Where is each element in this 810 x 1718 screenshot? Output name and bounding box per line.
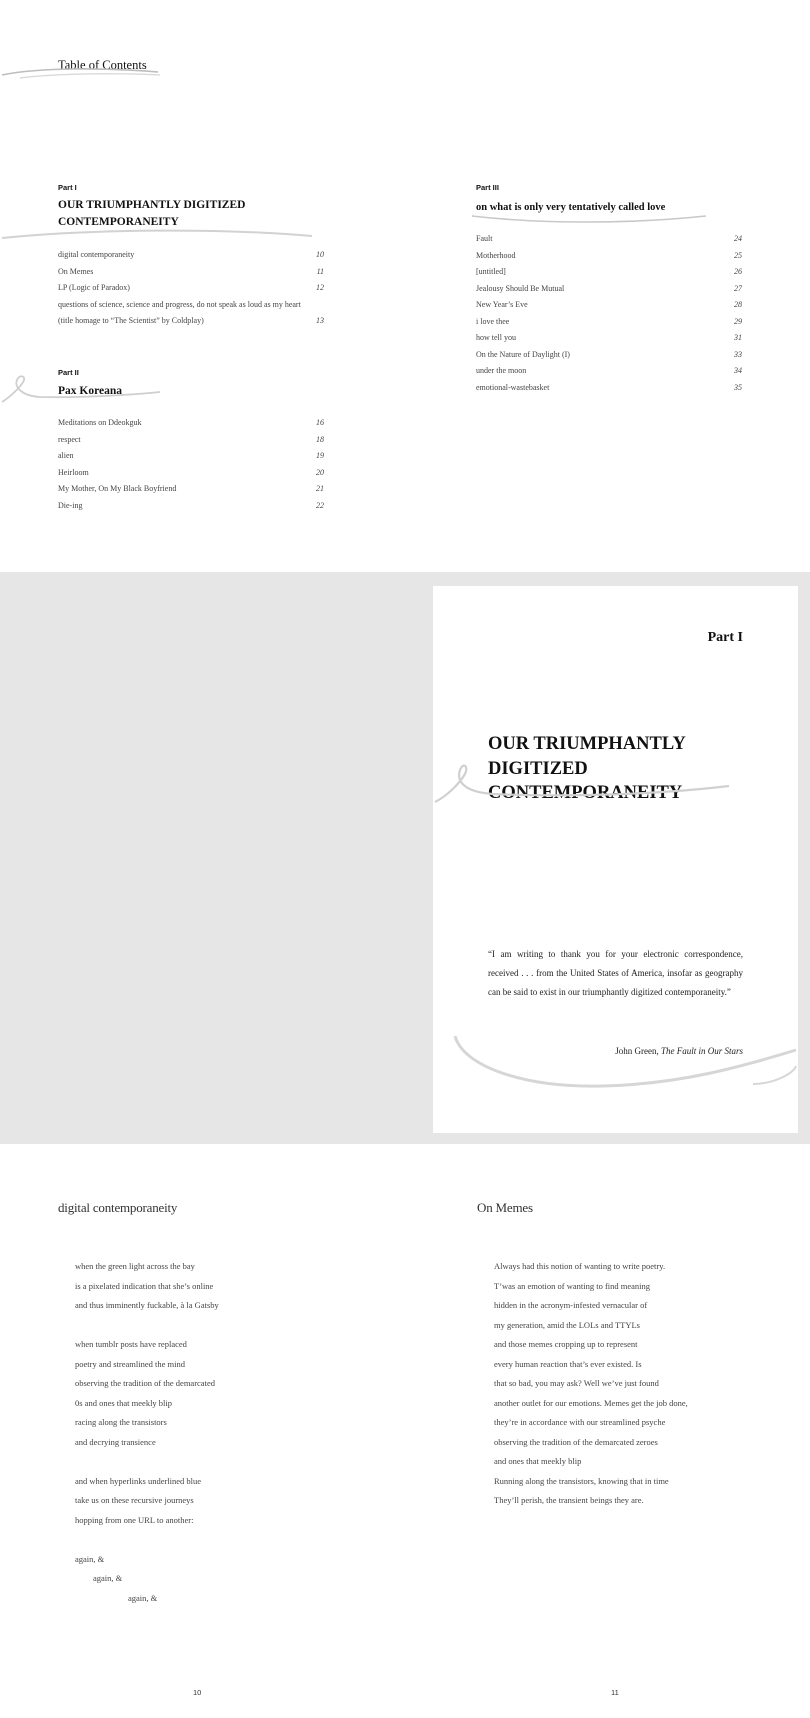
part1-toc-list <box>58 250 324 333</box>
toc-entry-page: 27 <box>734 283 742 293</box>
toc-entry-page: 16 <box>316 418 324 427</box>
poem-line: and ones that meekly blip <box>494 1456 582 1466</box>
poem-line: another outlet for our emotions. Memes get the job done, <box>494 1397 688 1408</box>
toc-entry[interactable] <box>58 300 324 317</box>
poem-line: every human reaction that’s ever existed. Is <box>494 1358 642 1369</box>
poem-line: is a pixelated indication that she’s online <box>75 1280 214 1291</box>
toc-entry-page: 33 <box>734 349 742 359</box>
page-number-right: 11 <box>611 1688 619 1697</box>
poem-stanza-break <box>75 1534 219 1554</box>
toc-title: Table of Contents <box>58 58 147 72</box>
poem-line: take us on these recursive journeys <box>75 1495 194 1505</box>
toc-spread <box>0 0 810 572</box>
toc-entry-page: 22 <box>316 500 324 510</box>
toc-entry-page: 26 <box>734 267 742 276</box>
toc-entry-page: 21 <box>316 484 324 493</box>
toc-entry-title: LP (Logic of Paradox) <box>58 283 130 292</box>
page-number-left: 10 <box>193 1688 202 1697</box>
poem-line: they’re in accordance with our streamlined psyche <box>494 1417 666 1427</box>
poem-line: hopping from one URL to another: <box>75 1514 194 1525</box>
toc-entry-page: 28 <box>734 300 742 309</box>
toc-entry-page: 29 <box>734 316 742 326</box>
toc-entry[interactable] <box>58 468 324 485</box>
toc-entry[interactable] <box>476 383 742 400</box>
part1-heading <box>58 197 245 231</box>
toc-entry-title: Meditations on Ddeokguk <box>58 418 142 427</box>
toc-entry[interactable] <box>476 267 742 284</box>
toc-entry-page: 24 <box>734 234 742 243</box>
poem-title-right: On Memes <box>477 1200 533 1215</box>
toc-entry[interactable] <box>476 234 742 251</box>
opener-title <box>488 732 778 806</box>
toc-entry-title: Motherhood <box>476 250 516 260</box>
toc-entry-page: 13 <box>316 316 324 325</box>
poem-line: 0s and ones that meekly blip <box>75 1397 173 1408</box>
toc-entry-title: emotional-wastebasket <box>476 382 550 392</box>
toc-entry-page: 25 <box>734 250 742 260</box>
toc-entry[interactable] <box>476 284 742 301</box>
poem-line: poetry and streamlined the mind <box>75 1358 185 1369</box>
poem-line: and thus imminently fuckable, à la Gatsby <box>75 1300 219 1310</box>
poem-line: Always had this notion of wanting to write poetry. <box>494 1261 666 1271</box>
toc-entry-title: how tell you <box>476 333 516 342</box>
part2-label: Part II <box>58 368 79 377</box>
toc-entry[interactable] <box>58 316 324 333</box>
poem-right-body <box>494 1261 688 1515</box>
poem-line: observing the tradition of the demarcated zeroes <box>494 1436 658 1447</box>
toc-entry-title: under the moon <box>476 366 527 375</box>
part1-heading-line1: OUR TRIUMPHANTLY DIGITIZED <box>58 199 246 211</box>
toc-entry-page: 11 <box>316 266 324 276</box>
toc-entry[interactable] <box>58 435 324 452</box>
poem-line: my generation, amid the LOLs and TTYLs <box>494 1319 640 1330</box>
toc-entry-page: 18 <box>316 434 324 444</box>
opener-part-label: Part I <box>707 630 743 645</box>
poem-line-again-1: again, & <box>75 1553 105 1564</box>
toc-entry-page: 10 <box>316 250 324 259</box>
toc-entry-page: 20 <box>316 467 324 477</box>
toc-entry-title: [untitled] <box>476 267 506 276</box>
poem-left-body <box>75 1261 219 1612</box>
toc-entry[interactable] <box>58 250 324 267</box>
poem-line: that so bad, you may ask? Well we’ve just found <box>494 1378 659 1388</box>
toc-entry-title: Die-ing <box>58 500 83 510</box>
toc-entry-page: 12 <box>316 283 324 292</box>
poem-line: and when hyperlinks underlined blue <box>75 1475 202 1486</box>
poem-line: observing the tradition of the demarcated <box>75 1378 215 1388</box>
toc-entry[interactable] <box>476 317 742 334</box>
toc-entry-title: questions of science, science and progress, do not speak as loud as my heart <box>58 299 301 309</box>
poem-line: Running along the transistors, knowing that in time <box>494 1475 669 1486</box>
poem-stanza-break <box>75 1320 219 1340</box>
toc-entry[interactable] <box>58 451 324 468</box>
poem-line: They’ll perish, the transient beings they are. <box>494 1495 644 1505</box>
toc-entry[interactable] <box>58 484 324 501</box>
toc-entry-title: (title homage to “The Scientist” by Coldplay) <box>58 316 204 325</box>
opener-title-line2: DIGITIZED <box>488 758 588 779</box>
toc-entry-title: respect <box>58 434 81 444</box>
poems-spread <box>0 1144 810 1718</box>
toc-entry[interactable] <box>58 267 324 284</box>
poem-stanza-break <box>75 1456 219 1476</box>
opener-title-line3: CONTEMPORANEITY <box>488 783 683 803</box>
toc-entry-title: Jealousy Should Be Mutual <box>476 283 565 293</box>
toc-entry-title: digital contemporaneity <box>58 250 135 259</box>
part3-heading: on what is only very tentatively called love <box>476 202 666 213</box>
part2-heading: Pax Koreana <box>58 385 122 397</box>
toc-entry-page: 35 <box>734 382 742 392</box>
part1-heading-line2: CONTEMPORANEITY <box>58 216 179 228</box>
poem-line-again-3: again, & <box>128 1592 158 1603</box>
poem-line: and decrying transience <box>75 1436 156 1447</box>
part2-toc-list <box>58 418 324 517</box>
part3-label: Part III <box>476 183 499 192</box>
toc-entry-title: My Mother, On My Black Boyfriend <box>58 484 177 493</box>
poem-title-left: digital contemporaneity <box>58 1200 178 1215</box>
toc-entry[interactable] <box>476 366 742 383</box>
opener-bottom-swoosh <box>453 1026 798 1116</box>
poem-line: racing along the transistors <box>75 1417 167 1427</box>
toc-entry-title: New Year’s Eve <box>476 300 528 309</box>
toc-entry[interactable] <box>476 300 742 317</box>
poem-line-again-2: again, & <box>93 1573 123 1583</box>
part3-toc-list <box>476 234 742 399</box>
toc-entry-page: 34 <box>734 366 742 375</box>
epigraph-author: John Green, <box>615 1046 659 1056</box>
toc-entry-title: On the Nature of Daylight (I) <box>476 349 570 359</box>
toc-entry[interactable] <box>58 283 324 300</box>
toc-entry-title: On Memes <box>58 266 94 276</box>
toc-entry-title: Fault <box>476 234 493 243</box>
toc-entry[interactable] <box>476 251 742 268</box>
epigraph-quote: “I am writing to thank you for your electronic correspondence, received . . . from the United States of America, insofar as geography can be said to exist in our triumphantly digitized contemporaneity.” <box>488 949 743 998</box>
part-opener-page <box>433 586 798 1133</box>
toc-entry[interactable] <box>58 501 324 518</box>
poem-line: T’was an emotion of wanting to find meaning <box>494 1280 651 1291</box>
toc-entry-title: i love thee <box>476 316 510 326</box>
poem-line: when the green light across the bay <box>75 1261 195 1271</box>
part-opener-spread <box>0 572 810 1144</box>
epigraph-attribution <box>615 1046 743 1056</box>
toc-entry-title: Heirloom <box>58 467 89 477</box>
poem-line: and those memes cropping up to represent <box>494 1339 638 1349</box>
toc-entry[interactable] <box>476 350 742 367</box>
toc-entry[interactable] <box>476 333 742 350</box>
toc-entry-page: 19 <box>316 451 324 460</box>
poem-line: hidden in the acronym-infested vernacular of <box>494 1300 648 1310</box>
toc-entry-title: alien <box>58 451 74 460</box>
toc-entry-page: 31 <box>734 333 742 342</box>
epigraph-book: The Fault in Our Stars <box>660 1046 743 1056</box>
toc-entry[interactable] <box>58 418 324 435</box>
opener-title-line1: OUR TRIUMPHANTLY <box>488 734 686 754</box>
poem-line: when tumblr posts have replaced <box>75 1339 187 1349</box>
part1-label: Part I <box>58 183 77 192</box>
